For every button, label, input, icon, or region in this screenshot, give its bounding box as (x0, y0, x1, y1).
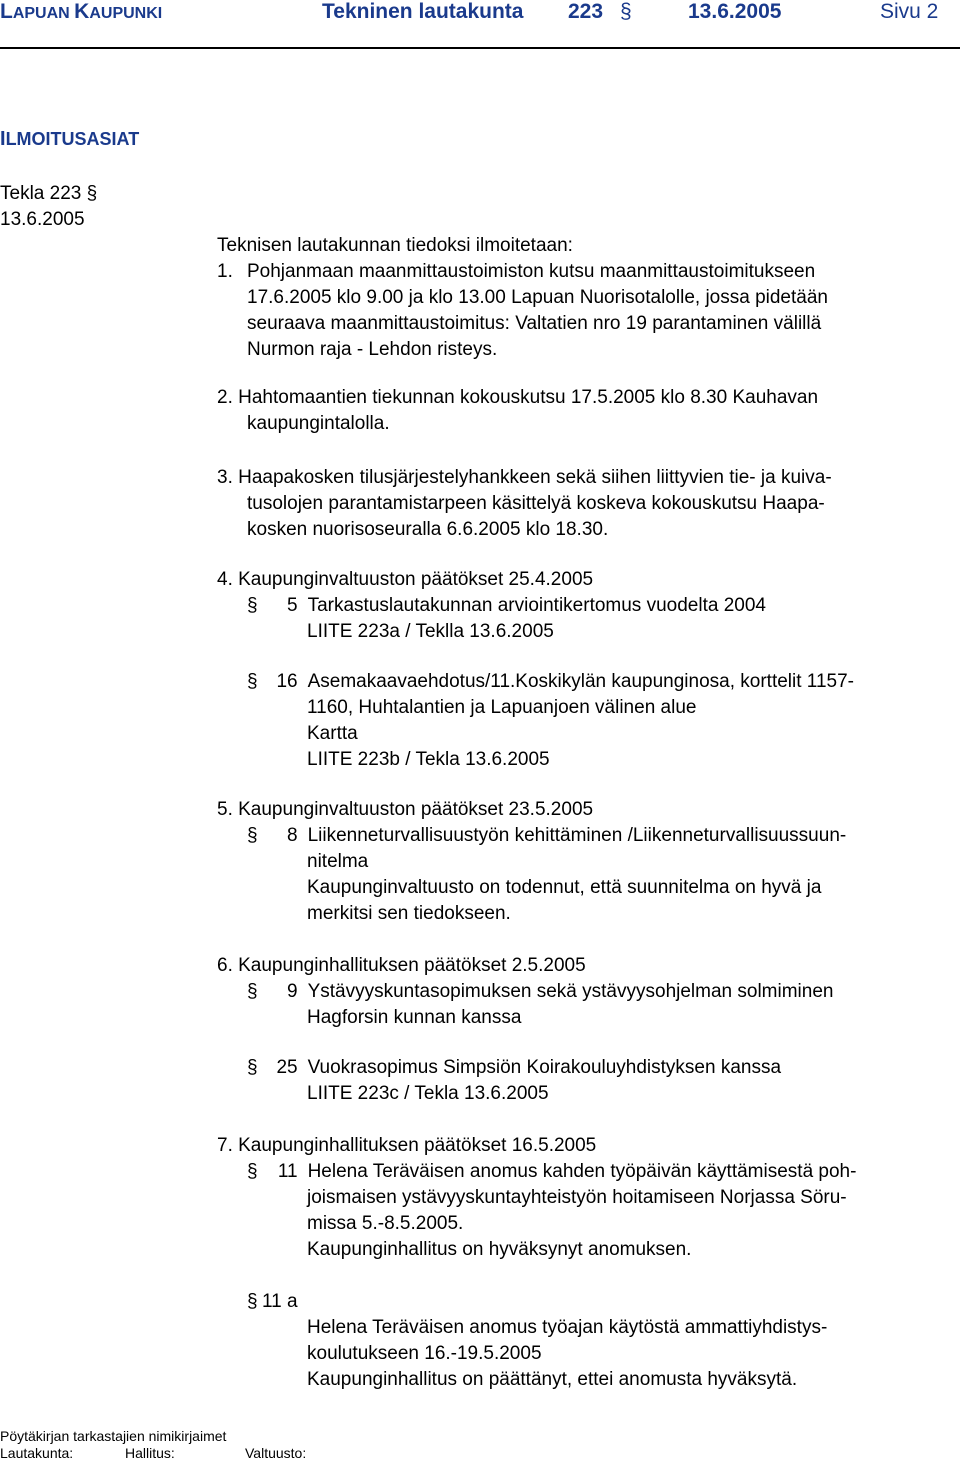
intro-text: Teknisen lautakunnan tiedoksi ilmoitetaan: (217, 235, 573, 256)
margin-ref: Tekla 223 § 13.6.2005 (0, 183, 98, 230)
meeting-date: 13.6.2005 (688, 0, 782, 23)
section-sign-icon: § (247, 1161, 258, 1182)
footer-signature-line: Pöytäkirjan tarkastajien nimikirjaimet (0, 1428, 227, 1444)
item-4-title: 4. Kaupunginvaltuuston päätökset 25.4.2005 (217, 569, 594, 590)
page-number: Sivu 2 (880, 0, 939, 23)
section-sign-icon: § (247, 671, 258, 692)
section-sign-icon: § (247, 981, 258, 1002)
section-sign-icon: § (247, 825, 258, 846)
org-name: LAPUAN KAUPUNKI (0, 0, 163, 23)
board-name: Tekninen lautakunta (322, 0, 524, 23)
item-7-sub-1: § 11 Helena Teräväisen anomus kahden työpäivän käyttämisestä poh- joismaisen ystävyyskuntayhteistyön hoitamiseen Norjassa Söru- missa 5.-8.5.2005. Kaupunginhallitus on hyväksynyt anomuksen. (247, 1161, 857, 1260)
meeting-number: 223 (568, 0, 604, 23)
footer-hallitus: Hallitus: (125, 1445, 175, 1461)
section-sign-icon: § (247, 1291, 258, 1312)
item-6-title: 6. Kaupunginhallituksen päätökset 2.5.2005 (217, 955, 586, 976)
footer-lautakunta: Lautakunta: (0, 1445, 74, 1461)
item-4-sub-2: § 16 Asemakaavaehdotus/11.Koskikylän kaupunginosa, korttelit 1157- 1160, Huhtalantien ja Lapuanjoen välinen alue Kartta LIITE 223b / Tekla 13.6.2005 (247, 671, 854, 770)
item-7-title: 7. Kaupunginhallituksen päätökset 16.5.2005 (217, 1135, 597, 1156)
item-5-sub-1: § 8 Liikenneturvallisuustyön kehittäminen /Liikenneturvallisuussuun- nitelma Kaupunginvaltuusto on todennut, että suunnitelma on hyvä ja merkitsi sen tiedokseen. (247, 825, 847, 924)
section-sign-icon: § (620, 0, 632, 23)
section-sign-icon: § (247, 1057, 258, 1078)
item-5-title: 5. Kaupunginvaltuuston päätökset 23.5.2005 (217, 799, 594, 820)
footer-valtuusto: Valtuusto: (245, 1445, 307, 1461)
item-7-sub-2: § 11 a Helena Teräväisen anomus työajan käytöstä ammattiyhdistys- koulutukseen 16.-19.5.2005 Kaupunginhallitus on päättänyt, ettei anomusta hyväksytä. (247, 1291, 828, 1390)
item-1-text: Pohjanmaan maanmittaustoimiston kutsu maanmittaustoimitukseen 17.6.2005 klo 9.00 ja klo 13.00 Lapuan Nuorisotalolle, jossa pidetään seuraava maanmittaustoimitus: Valtatien nro 19 parantaminen välillä Nurmon raja - Lehdon risteys. (247, 261, 828, 360)
item-2-text: 2. Hahtomaantien tiekunnan kokouskutsu 17.5.2005 klo 8.30 Kauhavan kaupungintalolla. (217, 387, 819, 434)
section-title: ILMOITUSASIAT (0, 128, 140, 150)
item-6-sub-1: § 9 Ystävyyskuntasopimuksen sekä ystävyysohjelman solmiminen Hagforsin kunnan kanssa (247, 981, 834, 1028)
item-6-sub-2: § 25 Vuokrasopimus Simpsiön Koirakouluyhdistyksen kanssa LIITE 223c / Tekla 13.6.2005 (247, 1057, 782, 1104)
section-sign-icon: § (247, 595, 258, 616)
item-4-sub-1: § 5 Tarkastuslautakunnan arviointikertomus vuodelta 2004 LIITE 223a / Teklla 13.6.2005 (247, 595, 766, 642)
header-rule (0, 47, 960, 49)
section-sign-icon: § (86, 183, 98, 204)
item-3-text: 3. Haapakosken tilusjärjestelyhankkeen sekä siihen liittyvien tie- ja kuiva- tusolojen parantamistarpeen käsittelyä koskeva kokouskutsu Haapa- kosken nuorisoseuralla 6.6.2005 klo 18.30. (217, 467, 832, 540)
item-1-number: 1. (217, 261, 233, 282)
